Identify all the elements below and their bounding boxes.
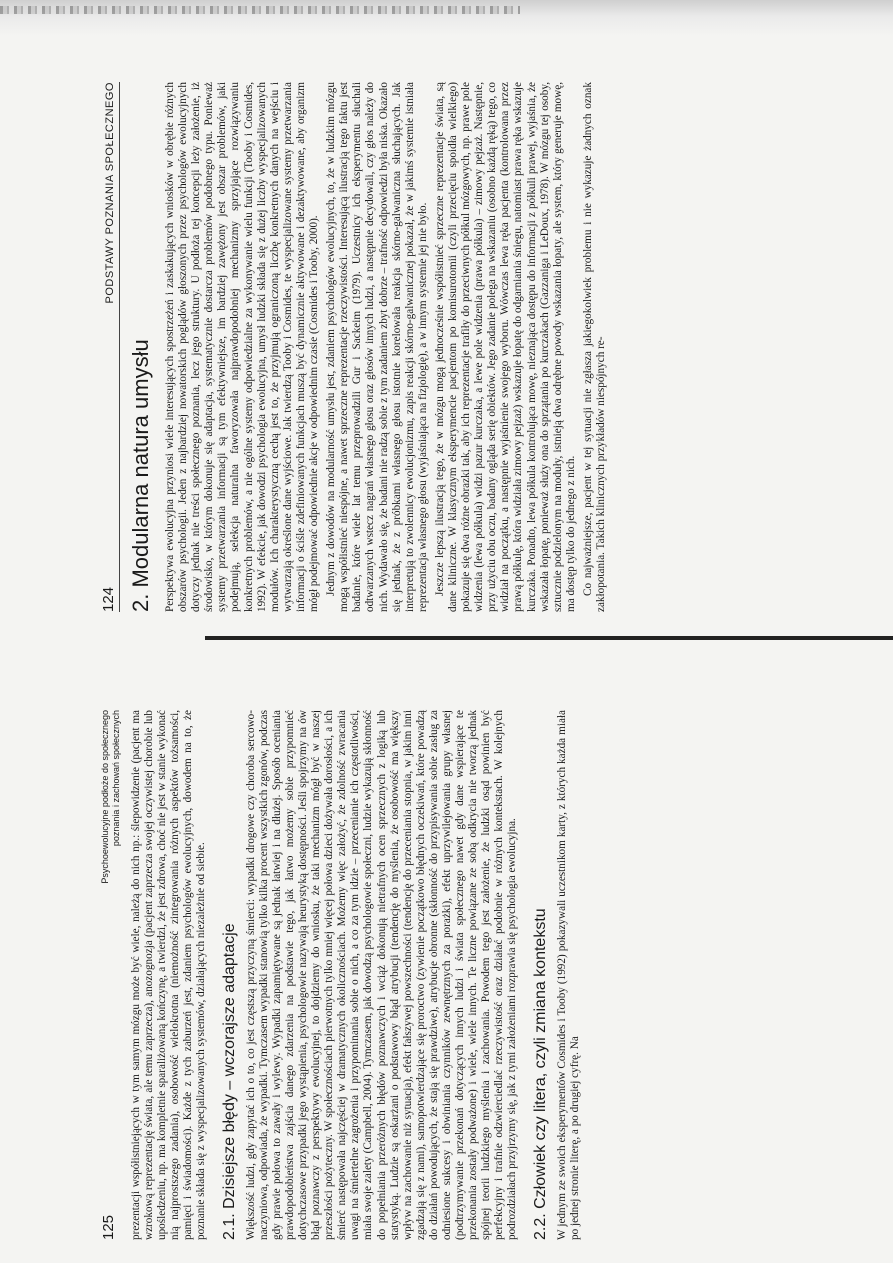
left-page bbox=[100, 82, 790, 612]
right-running-head-line1: Psychoewolucyjne podłoże do społecznego bbox=[100, 710, 110, 884]
chapter-title: 2. Modularna natura umysłu bbox=[128, 339, 153, 612]
paragraph: W jednym ze swoich eksperymentów Cosmides i Tooby (1992) pokazywali uczestnikom karty, z których każda miała po jednej stronie literę, a po drugiej cyfrę. Na bbox=[555, 710, 581, 1240]
section-title: 2.2. Człowiek czy litera, czyli zmiana kontekstu bbox=[531, 908, 549, 1240]
right-running-head bbox=[100, 710, 122, 884]
right-page-header bbox=[100, 710, 122, 1240]
right-page bbox=[100, 710, 790, 1240]
left-running-head: PODSTAWY POZNANIA SPOŁECZNEGO bbox=[104, 82, 116, 304]
left-page-number: 124 bbox=[100, 586, 117, 612]
page-divider bbox=[205, 636, 893, 640]
left-page-header bbox=[100, 82, 120, 612]
paragraph: prezentacji współistniejących w tym samym mózgu może być wiele, należą do nich np.: ślepowidzenie (pacjent ma wzrokową reprezentację świata, ale temu zaprzecza), anozognozja (pacjent zaprzecza swojej oczywistej chorobie lub upośledzeniu, np. ma kompletnie sparaliżowaną kończynę, a twierdzi, że jest zdrowa, choć nie jest w stanie wykonać nią najprostszego zadania), osobowość wielokrotna (niemożność zintegrowania różnych aspektów tożsamości, pamięci i świadomości). Każde z tych zaburzeń jest, zdaniem psychologów ewolucyjnych, dowodem na to, że poznanie składa się z wyspecjalizowanych systemów, działających niezależnie od siebie. bbox=[130, 710, 208, 1240]
paragraph: Perspektywa ewolucyjna przyniosi wiele interesujących spostrzeżeń i zaskakujących wniosków w obrębie różnych obszarów psychologii. Jeden z najbardziej nowatorskich poglądów głoszonych przez psychologów ewolucyjnych dotyczy jednak nie treści społecznego poznania, lecz jego struktury. U podłoża tej koncepcji leży założenie, iż środowisko, w którym dokonuje się adaptacja, systematycznie dostarcza problemów podobnego typu. Ponieważ systemy przetwarzania informacji są tym efektywniejsze, im bardziej zawężony jest obszar problemów, jaki podejmują, selekcja naturalna faworyzowała najprawdopodobniej mechanizmy sprzyjające rozwiązywaniu konkretnych problemów, a nie ogólne systemy odpowiedzialne za wykonywanie wielu funkcji (Tooby i Cosmides, 1992). W efekcie, jak dowodzi psychologia ewolucyjna, umysł ludzki składa się z dużej liczby wyspecjalizowanych modułów. Ich charakterystyczną cechą jest to, że przyjmują ograniczoną liczbę konkretnych danych na wejściu i wytwarzają określone dane wyjściowe. Jak twierdzą Tooby i Cosmides, te wyspecjalizowane systemy przetwarzania informacji o ściśle zdefiniowanych funkcjach muszą być dynamicznie aktywowane i dezaktywowane, aby organizm mógł podejmować odpowiednie akcje w odpowiednim czasie (Cosmides i Tooby, 2000). bbox=[164, 82, 321, 612]
right-running-head-line2: poznania i zachowań społecznych bbox=[111, 710, 121, 847]
paragraph: Większość ludzi, gdy zapytać ich o to, co jest częstszą przyczyną śmierci: wypadki drogowe czy choroba sercowo-naczyniowa, odpowiada, że wypadki. Tymczasem wypadki stanowią tylko kilka procent wszystkich zgonów, podczas gdy prawie połowa to zawały i wylewy. Wypadki zapamiętywane są jednak łatwiej i na dłużej. Sposób oceniania prawdopodobieństwa zajścia danego zdarzenia na podstawie tego, jak łatwo możemy sobie przypomnieć dotychczasowe przypadki jego wystąpienia, psychologowie nazywają heurystyką dostępności. Jeśli spojrzymy na ów błąd poznawczy z perspektywy ewolucyjnej, to dojdziemy do wniosku, że taki mechanizm mógł być w naszej przeszłości pożyteczny. W społecznościach pierwotnych tylko mniej więcej połowa dzieci dożywała dorosłości, a ich śmierć następowała najczęściej w dramatycznych okolicznościach. Możemy więc założyć, że zdolność zwracania uwagi na śmiertelne zagrożenia i przypominania sobie o nich, a co za tym idzie – przecenianie ich częstotliwości, miała swoje zalety (Campbell, 2004). Tymczasem, jak dowodzą psychologowie społeczni, ludzie wykazują skłonność do popełniania przeróżnych błędów poznawczych i wciąż dokonują nietrafnych ocen sprzecznych z logiką lub statystyką. Ludzie są oskarżani o podstawowy błąd atrybucji (tendencję do myślenia, że osobowość ma większy wpływ na zachowanie niż sytuacja), efekt fałszywej powszechności (tendencję do przeceniania stopnia, w jakim inni zgadzają się z nami), samopotwierdzające się proroctwo (zywienie początkowo błędnych oczekiwań, które powadzą do działań powodujących, że stają się prawdziwe), atrybucje obronne (skłonność do przypisywania sobie zasług za odniesione sukcesy i obwiniania czynników zewnętrznych za porażki), efekt uprzywilejowania grupy własnej (podtrzymywanie przekonań dotyczących innych ludzi i świata społecznego nawet gdy dane wspierające te przekonania zostały podważone) i wiele, wiele innych. Te liczne powiązane ze sobą odkrycia nie tworzą jednak spójnej teorii ludzkiego myślenia i zachowania. Powodem tego jest założenie, że ludzki osąd powinien być perfekcyjny i trafnie odzwierciedlać rzeczywistość oraz działać podobnie w różnych kontekstach. W kolejnych podrozdziałach przyjrzymy się, jak z tymi założeniami rozprawia się psychologia ewolucyjna. bbox=[244, 710, 519, 1240]
scan-edge-artifact bbox=[0, 0, 893, 36]
paragraph: Jeszcze lepszą ilustracją tego, że w mózgu mogą jednocześnie współistnieć sprzeczne reprezentacje świata, są dane kliniczne. W klasycznym eksperymencie pacjentom po komisurotomii (czyli przecięciu spoidła wielkiego) pokazuje się dwa różne obrazki tak, aby ich reprezentacje trafiły do przeciwnych półkul mózgowych, np. prawe pole widzenia (lewa półkula) widzi pazur kurczaka, a lewe pole widzenia (prawa półkula) – zimowy pejzaż. Następnie, przy użyciu obu oczu, badany ogląda serię obiektów. Jego zadanie polega na wskazaniu (osobno każdą ręką) tego, co widział na początku, a następnie wyjaśnienie swojego wyboru. Wówczas lewa ręka pacjenta (kontrolowana przez prawą półkulę, która widziała zimowy pejzaż) wskazuje łopatę do odgarniania śniegu, natomiast prawa ręka wskazuje kurczaka. Ponadto, lewa półkula kontrolująca mowę, nieznająca dostępu do informacji z półkuli prawej, wyjaśnia, że wskazała łopatę, ponieważ służy ona do sprzątania po kurczakach (Gazzaniga i LeDoux, 1978). W mózgu tej osoby, sztucznie podzielonym na moduły, istnieją dwa odrębne powody wskazania łopaty, ale system, który generuje mowę, ma dostęp tylko do jednego z nich. bbox=[433, 82, 577, 612]
section-title: 2.1. Dzisiejsze błędy – wczorajsze adaptacje bbox=[220, 923, 238, 1240]
paragraph: Co najważniejsze, pacjent w tej sytuacji nie zgłasza jakiegokolwiek problemu i nie wykazuje żadnych oznak zakłopotania. Takich klinicznych przykładów niespójnych re- bbox=[581, 82, 607, 612]
right-page-number: 125 bbox=[100, 1214, 117, 1240]
paragraph: Jednym z dowodów na modularność umysłu jest, zdaniem psychologów ewolucyjnych, to, że w ludzkim mózgu mogą współistnieć niespójne, a nawet sprzeczne reprezentacje rzeczywistości. Interesującą ilustracją tego faktu jest badanie, które wiele lat temu przeprowadzili Gur i Sackeim (1979). Uczestnicy ich eksperymentu słuchali odtwarzanych wstecz nagrań własnego głosu oraz głosów innych ludzi, a następnie decydowali, czy głos należy do nich. Wydawało się, że badani nie radzą sobie z tym zadaniem zbyt dobrze – trafność odpowiedzi była niska. Okazało się jednak, że z próbkami własnego głosu istotnie korelowała reakcja skórno-galwaniczna słuchających. Jak interpretują to zwolennicy ewolucjonizmu, zapis reakcji skórno-galwanicznej pokazał, że w jakimś systemie istniała reprezentacja własnego głosu (wyjaśniająca na fizjologię), a w innym systemie jej nie było. bbox=[325, 82, 429, 612]
